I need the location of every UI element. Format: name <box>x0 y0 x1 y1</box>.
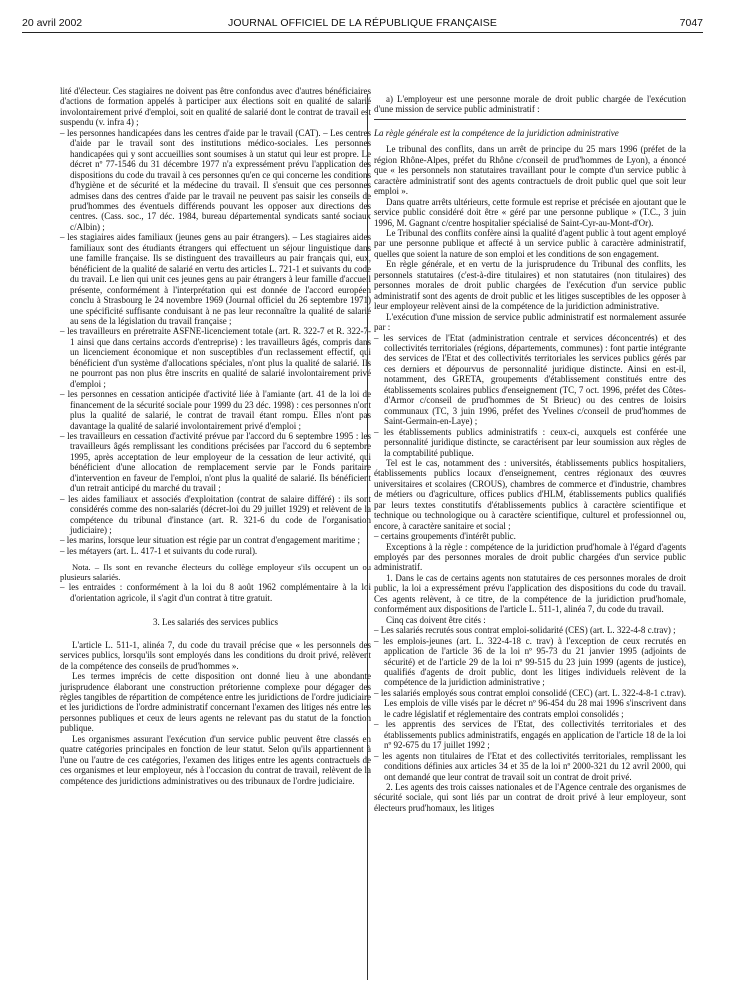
header-title: JOURNAL OFFICIEL DE LA RÉPUBLIQUE FRANÇAISE <box>228 17 497 29</box>
list-item: – les métayers (art. L. 417-1 et suivants du code rural). <box>60 545 258 556</box>
paragraph: Les organismes assurant l'exécution d'un service public peuvent être classés en quatre catégories principales en fonction de leur statut. Selon qu'ils appartiennent à l'une ou l'autre de ces catégories, l'examen des litiges entre les agents contractuels de ces organismes et leur employeur, nés à l'occasion du contrat de travail, relèvent de la compétence des juridictions administratives ou des tribunaux de l'ordre judiciaire. <box>60 733 371 786</box>
header-date: 20 avril 2002 <box>22 17 83 29</box>
paragraph: Cinq cas doivent être cités : <box>386 614 486 625</box>
page-number: 7047 <box>679 17 703 29</box>
paragraph: En règle générale, et en vertu de la jurisprudence du Tribunal des conflits, les personnels statutaires (c'est-à-dire titulaires) et non statutaires (non titulaires) des personnes morales de droit public chargées de l'exécution d'un service public administratif sont des agents de droit public et les litiges susceptibles de les opposer à leur employeur relèvent ainsi de la compétence de la juridiction administrative. <box>374 259 686 312</box>
paragraph: Les termes imprécis de cette disposition ont donné lieu à une abondante jurisprudence élaborant une construction prétorienne complexe pour dégager des règles tangibles de répartition de compétence entre les juridictions de l'ordre judiciaire et les juridictions de l'ordre administratif concernant l'examen des litiges nés entre les personnes publiques et ceux de leurs agents ne relevant pas du statut de la fonction publique. <box>60 671 371 734</box>
paragraph: L'exécution d'une mission de service public administratif est normalement assurée par : <box>374 311 686 333</box>
paragraph: Tel est le cas, notamment des : universités, établissements publics hospitaliers, établissements publics locaux d'enseignement, centres régionaux des œuvres universitaires et scolaires (CROUS), chambres de commerce et d'industrie, chambres de métiers ou d'agriculture, offices publics d'HLM, établissements publics qualifiés par leurs textes constitutifs d'établissements publics à caractère scientifique et technique ou technologique ou à caractère scientifique, culturel et professionnel ou, encore, à caractère sanitaire et social ; <box>374 457 686 531</box>
list-item: – les services de l'Etat (administration centrale et services déconcentrés) et des collectivités territoriales (régions, départements, communes) : font partie intégrante des services de l'Etat et des collectivités territoriales les services publics gérés par ces derniers et dépourvus de personnalité juridique distincte. Ainsi en est-il, notamment, des GRETA, groupements d'établissement constitués entre des établissements scolaires publics d'enseignement (TC, 7 oct. 1996, préfet des Côtes-d'Armor c/conseil de prud'hommes de St Brieuc) ou des centres de loisirs communaux (TC, 3 juin 1996, préfet des Yvelines c/conseil de prud'hommes de Saint-Germain-en-Laye) ; <box>374 332 686 427</box>
list-item: – les salariés employés sous contrat emploi consolidé (CEC) (art. L. 322-4-8-1 c.trav). Les emplois de ville visés par le décret nº 96-454 du 28 mai 1996 s'inscrivent dans le cadre législatif et réglementaire des contrats emploi consolidés ; <box>374 687 686 719</box>
list-item: – les stagiaires aides familiaux (jeunes gens au pair étrangers). – Les stagiaires aides familiaux sont des étudiants étrangers qui effectuent un séjour linguistique dans une famille française. Ils se distinguent des travailleurs au pair français qui, eux, bénéficient de la qualité de salarié en vertu des articles L. 721-1 et suivants du code du travail. Le lien qui unit ces jeunes gens au pair étrangers à leur famille d'accueil présente, conformément à l'interprétation qui est donnée de l'accord européen conclu à Strasbourg le 24 novembre 1969 (Journal officiel du 26 septembre 1971) une spécificité suffisante conduisant à ne pas leur reconnaître la qualité de salarié au sens de la législation du travail française ; <box>60 232 371 326</box>
separator-rule <box>374 119 686 120</box>
page-header <box>22 17 703 31</box>
list-item: – les personnes en cessation anticipée d'activité liée à l'amiante (art. 41 de la loi de financement de la sécurité sociale pour 1999 du 23 déc. 1998) : ces personnes n'ont plus la qualité de salarié, le contrat de travail étant rompu. Elles n'ont pas davantage la qualité de salarié involontairement privé d'emploi ; <box>60 389 371 431</box>
paragraph: lité d'électeur. Ces stagiaires ne doivent pas être confondus avec d'autres bénéficiaires d'actions de formation appelés à participer aux élections soit en qualité de salarié involontairement privé d'emploi, soit en qualité de salarié dont le contrat de travail est suspendu (v. infra 4) ; <box>60 86 371 128</box>
list-item: – Les salariés recrutés sous contrat emploi-solidarité (CES) (art. L. 322-4-8 c.trav) ; <box>374 625 676 636</box>
column-divider <box>367 94 368 980</box>
list-item: – les emplois-jeunes (art. L. 322-4-18 c. trav) à l'exception de ceux recrutés en application de l'article 36 de la loi nº 95-73 du 21 janvier 1995 (adjoints de sécurité) et de l'article 29 de la loi nº 99-515 du 23 juin 1999 (agents de justice), qualifiés d'agents de droit public, dont les litiges individuels relèvent de la compétence de la juridiction administrative ; <box>374 635 686 688</box>
paragraph: L'article L. 511-1, alinéa 7, du code du travail précise que « les personnels des services publics, lorsqu'ils sont employés dans les conditions du droit privé, relèvent de la compétence des conseils de prud'hommes ». <box>60 639 371 671</box>
paragraph: 1. Dans le cas de certains agents non statutaires de ces personnes morales de droit public, la loi a expressément prévu l'application des dispositions du code du travail. Ces agents relèvent, à ce titre, de la compétence de la juridiction prud'homale, conformément aux dispositions de l'article L. 511-1, alinéa 7, du code du travail. <box>374 572 686 615</box>
list-item: – les entraides : conformément à la loi du 8 août 1962 complémentaire à la loi d'orientation agricole, il s'agit d'un contrat à titre gratuit. <box>60 582 371 603</box>
left-column <box>60 86 371 786</box>
section-title: 3. Les salariés des services publics <box>153 617 278 628</box>
list-item: – les agents non titulaires de l'Etat et des collectivités territoriales, remplissant les conditions définies aux articles 34 et 35 de la loi nº 2000-321 du 12 avril 2000, qui ont demandé que leur contrat de travail soit un contrat de droit privé. <box>374 750 686 782</box>
list-item: – les marins, lorsque leur situation est régie par un contrat d'engagement maritime ; <box>60 535 361 546</box>
paragraph: 2. Les agents des trois caisses nationales et de l'Agence centrale des organismes de sécurité sociale, qui sont liés par un contrat de droit privé à leur employeur, sont électeurs prud'homaux, les litiges <box>374 782 686 813</box>
list-item: – les établissements publics administratifs : ceux-ci, auxquels est conférée une personnalité juridique distincte, se caractérisent par leur soumission aux règles de la comptabilité publique. <box>374 426 686 458</box>
subsection-title: La règle générale est la compétence de la juridiction administrative <box>374 127 619 138</box>
nota-note: Nota. – Ils sont en revanche électeurs du collège employeur s'ils occupent un ou plusieurs salariés. <box>60 562 371 583</box>
list-item: – les travailleurs en préretraite ASFNE-licenciement totale (art. R. 322-7 et R. 322-7-1 ainsi que dans certains accords d'entreprise) : les travailleurs âgés, compris dans un licenciement économique et non susceptibles d'un reclassement effectif, qui bénéficient d'un système d'allocations spéciales, n'ont plus la qualité de salarié. Ils ne pourront pas non plus être inscrits en qualité de salarié involontairement privé d'emploi ; <box>60 326 371 389</box>
paragraph: Le tribunal des conflits, dans un arrêt de principe du 25 mars 1996 (préfet de la région Rhône-Alpes, préfet du Rhône c/conseil de prud'hommes de Lyon), a énoncé que « les personnels non statutaires travaillant pour le compte d'un service public à caractère administratif sont des agents contractuels de droit public quel que soit leur emploi ». <box>374 144 686 197</box>
paragraph: Le Tribunal des conflits confère ainsi la qualité d'agent public à tout agent employé par une personne publique et affecté à un service public à caractère administratif, quelles que soient la nature de son emploi et les conditions de son engagement. <box>374 227 686 259</box>
list-item: – les travailleurs en cessation d'activité prévue par l'accord du 6 septembre 1995 : les travailleurs âgés remplissant les conditions précisées par l'accord du 6 septembre 1995, après acceptation de leur employeur de la cessation de leur activité, qui bénéficient d'une allocation de remplacement servie par le Fonds paritaire d'intervention en faveur de l'emploi, n'ont plus la qualité de salarié. Ils bénéficient d'un retrait anticipé du marché du travail ; <box>60 430 371 494</box>
paragraph: Exceptions à la règle : compétence de la juridiction prud'homale à l'égard d'agents employés par des personnes morales de droit public chargées d'un service public administratif. <box>374 541 686 573</box>
list-item: – les personnes handicapées dans les centres d'aide par le travail (CAT). – Les centres d'aide par le travail sont des institutions médico-sociales. Les personnes handicapées qui y sont accueillies sont soumises à un statut qui leur est propre. Le décret nº 77-1546 du 31 décembre 1977 n'a expressément prévu l'application des dispositions du code du travail à ces personnes qu'en ce qui concerne les conditions d'hygiène et de sécurité et la médecine du travail. Il s'ensuit que ces personnes admises dans des centres d'aide par le travail ne peuvent pas saisir les conseils de prud'hommes des éventuels différends pouvant les opposer aux directions des centres. (Cass. soc., 17 déc. 1984, bureau départemental syndicats santé sociaux c/Albin) ; <box>60 127 371 232</box>
list-item: – les apprentis des services de l'Etat, des collectivités territoriales et des établissements publics administratifs, engagés en application de l'article 18 de la loi nº 92-675 du 17 juillet 1992 ; <box>374 719 686 751</box>
paragraph: a) L'employeur est une personne morale de droit public chargée de l'exécution d'une mission de service public administratif : <box>374 94 686 115</box>
header-rule <box>22 32 703 33</box>
paragraph: Dans quatre arrêts ultérieurs, cette formule est reprise et précisée en ajoutant que le service public considéré doit être « géré par une personne publique » (T.C., 3 juin 1996, M. Gagnant c/centre hospitalier spécialisé de Saint-Cyr-au-Mont-d'Or). <box>374 196 686 228</box>
list-item: – certains groupements d'intérêt public. <box>374 531 516 542</box>
right-column <box>374 94 686 813</box>
list-item: – les aides familiaux et associés d'exploitation (contrat de salaire différé) : ils sont considérés comme des non-salariés (décret-loi du 29 juillet 1929) et relèvent de la compétence du tribunal d'instance (art. R. 321-6 du code de l'organisation judiciaire) ; <box>60 493 371 536</box>
